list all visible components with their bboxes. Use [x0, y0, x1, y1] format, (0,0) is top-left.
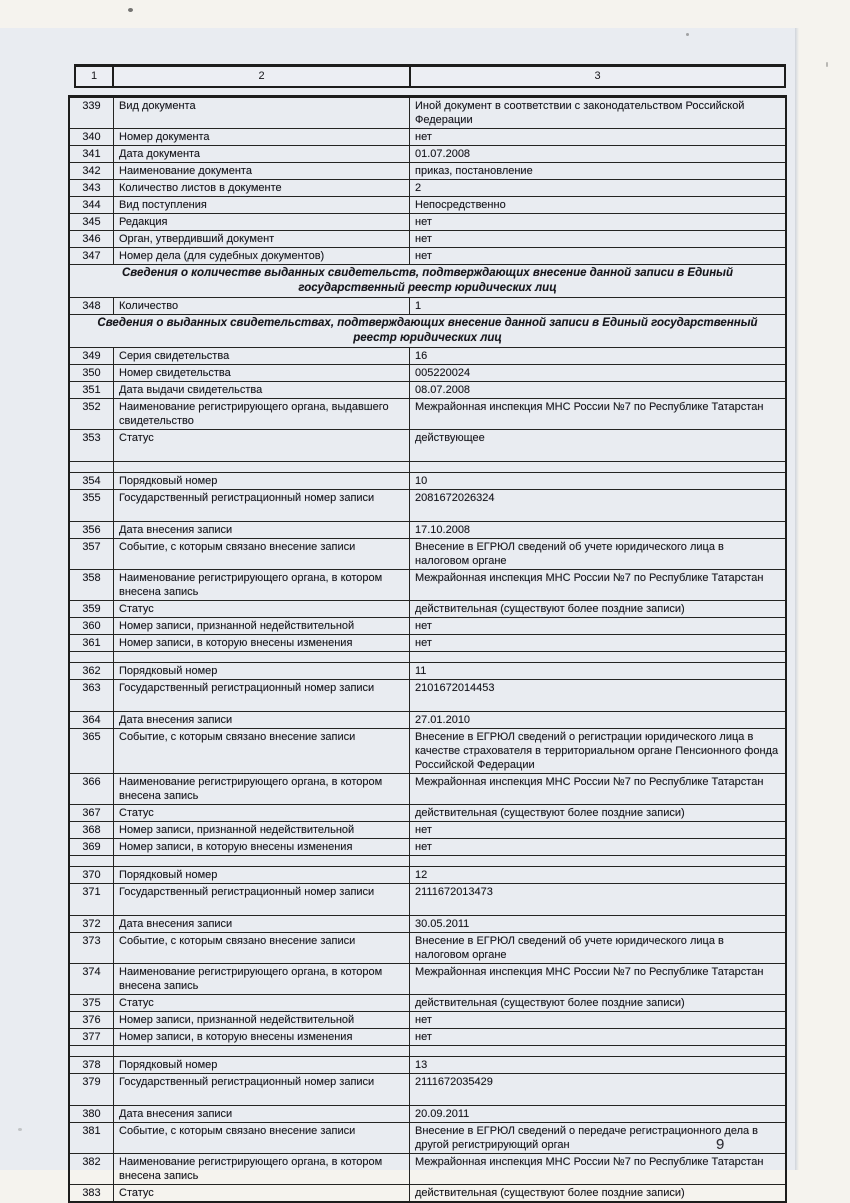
row-number-cell: 373	[70, 933, 114, 963]
field-value-cell: Внесение в ЕГРЮЛ сведений об учете юридического лица в налоговом органе	[415, 935, 724, 961]
field-value-cell	[410, 652, 785, 662]
field-value-cell: 005220024	[415, 367, 471, 379]
row-number-cell: 361	[70, 635, 114, 651]
field-value-cell: нет	[415, 637, 432, 649]
table-row	[70, 145, 785, 162]
field-value-cell: 16	[415, 350, 428, 362]
field-value-cell: 20.09.2011	[415, 1108, 470, 1120]
field-label-cell: Государственный регистрационный номер записи	[114, 1074, 410, 1105]
field-value-cell: 2111672035429	[415, 1076, 493, 1088]
field-label-cell: Дата внесения записи	[114, 1106, 410, 1122]
table-row	[70, 1153, 785, 1184]
row-number-cell: 383	[70, 1185, 114, 1201]
field-value-cell: нет	[415, 233, 432, 245]
field-label-cell: Порядковый номер	[114, 663, 410, 679]
table-row	[70, 728, 785, 773]
field-label-cell: Событие, с которым связано внесение записи	[114, 729, 410, 773]
row-number-cell: 362	[70, 663, 114, 679]
spacer-row	[70, 855, 785, 866]
field-label-cell: Наименование регистрирующего органа, в котором внесена запись	[114, 774, 410, 804]
field-label-cell: Наименование регистрирующего органа, в котором внесена запись	[114, 964, 410, 994]
field-label-cell: Редакция	[114, 214, 410, 230]
field-label-cell	[114, 1046, 410, 1056]
field-label-cell: Вид документа	[114, 98, 410, 128]
table-row	[70, 617, 785, 634]
row-number-cell: 382	[70, 1154, 114, 1184]
table-row	[70, 1184, 785, 1201]
field-value-cell: действительная (существуют более поздние записи)	[415, 1187, 685, 1199]
field-value-cell: нет	[415, 131, 432, 143]
table-row	[70, 1011, 785, 1028]
column-header-2: 2	[114, 67, 411, 86]
table-row	[70, 883, 785, 915]
row-number-cell	[70, 462, 114, 472]
row-number-cell: 379	[70, 1074, 114, 1105]
field-label-cell: Государственный регистрационный номер записи	[114, 884, 410, 915]
field-label-cell: Вид поступления	[114, 197, 410, 213]
scan-speck	[18, 1128, 22, 1131]
table-row	[70, 600, 785, 617]
table-row	[70, 679, 785, 711]
table-row	[70, 128, 785, 145]
row-number-cell: 380	[70, 1106, 114, 1122]
row-number-cell: 346	[70, 231, 114, 247]
field-value-cell: 13	[415, 1059, 428, 1071]
field-value-cell	[410, 1046, 785, 1056]
field-value-cell: действительная (существуют более поздние записи)	[415, 807, 685, 819]
row-number-cell: 352	[70, 399, 114, 429]
table-row	[70, 297, 785, 314]
table-row	[70, 247, 785, 264]
row-number-cell: 355	[70, 490, 114, 521]
row-number-cell: 342	[70, 163, 114, 179]
field-label-cell: Дата внесения записи	[114, 916, 410, 932]
field-label-cell: Номер записи, в которую внесены изменения	[114, 635, 410, 651]
table-row	[70, 932, 785, 963]
table-row	[70, 230, 785, 247]
field-value-cell: нет	[415, 824, 432, 836]
row-number-cell	[70, 856, 114, 866]
row-number-cell	[70, 1046, 114, 1056]
field-label-cell	[114, 462, 410, 472]
field-value-cell: 17.10.2008	[415, 524, 471, 536]
spacer-row	[70, 651, 785, 662]
table-row	[70, 1122, 785, 1153]
row-number-cell: 348	[70, 298, 114, 314]
field-value-cell: нет	[415, 216, 432, 228]
table-row	[70, 381, 785, 398]
table-row	[70, 489, 785, 521]
section-title: Сведения о количестве выданных свидетельств, подтверждающих внесение данной записи в Единый государственный реестр юридических лиц	[122, 267, 733, 294]
field-label-cell: Номер записи, признанной недействительной	[114, 618, 410, 634]
table-row	[70, 634, 785, 651]
field-label-cell	[114, 856, 410, 866]
field-label-cell: Номер записи, в которую внесены изменения	[114, 1029, 410, 1045]
field-value-cell: Внесение в ЕГРЮЛ сведений об учете юридического лица в налоговом органе	[415, 541, 724, 567]
field-label-cell: Серия свидетельства	[114, 348, 410, 364]
field-value-cell: нет	[415, 620, 432, 632]
field-label-cell: Количество листов в документе	[114, 180, 410, 196]
table-row	[70, 364, 785, 381]
scan-edge-shadow	[795, 28, 799, 1170]
column-header-row	[74, 64, 786, 88]
field-label-cell: Статус	[114, 430, 410, 461]
row-number-cell: 376	[70, 1012, 114, 1028]
section-title: Сведения о выданных свидетельствах, подтверждающих внесение данной записи в Единый государственный реестр юридических лиц	[97, 317, 758, 344]
field-value-cell: нет	[415, 1014, 432, 1026]
table-row	[70, 915, 785, 932]
field-value-cell	[410, 856, 785, 866]
field-label-cell: Порядковый номер	[114, 473, 410, 489]
field-label-cell: Статус	[114, 995, 410, 1011]
field-value-cell: 2	[415, 182, 422, 194]
field-label-cell: Событие, с которым связано внесение записи	[114, 1123, 410, 1153]
field-value-cell: 2111672013473	[415, 886, 493, 898]
field-label-cell: Наименование документа	[114, 163, 410, 179]
field-value-cell: действующее	[415, 432, 485, 444]
field-value-cell: 11	[415, 665, 427, 677]
field-value-cell: действительная (существуют более поздние записи)	[415, 997, 685, 1009]
table-row	[70, 162, 785, 179]
field-value-cell: 27.01.2010	[415, 714, 471, 726]
row-number-cell: 357	[70, 539, 114, 569]
row-number-cell: 378	[70, 1057, 114, 1073]
field-value-cell: Межрайонная инспекция МНС России №7 по Республике Татарстан	[415, 1156, 764, 1168]
field-label-cell: Статус	[114, 601, 410, 617]
field-label-cell: Номер документа	[114, 129, 410, 145]
row-number-cell: 347	[70, 248, 114, 264]
table-row	[70, 963, 785, 994]
section-row	[70, 314, 785, 347]
table-row	[70, 1073, 785, 1105]
table-row	[70, 213, 785, 230]
field-value-cell: действительная (существуют более поздние записи)	[415, 603, 685, 615]
row-number-cell: 364	[70, 712, 114, 728]
field-value-cell: Внесение в ЕГРЮЛ сведений о передаче регистрационного дела в другой регистрирующий орган	[415, 1125, 759, 1151]
page-number: 9	[716, 1136, 726, 1153]
table-row	[70, 196, 785, 213]
field-label-cell: Наименование регистрирующего органа, в котором внесена запись	[114, 570, 410, 600]
field-label-cell: Дата внесения записи	[114, 522, 410, 538]
field-label-cell: Номер дела (для судебных документов)	[114, 248, 410, 264]
field-label-cell: Дата выдачи свидетельства	[114, 382, 410, 398]
field-value-cell: приказ, постановление	[415, 165, 533, 177]
row-number-cell: 360	[70, 618, 114, 634]
field-label-cell: Номер записи, признанной недействительной	[114, 822, 410, 838]
field-label-cell: Орган, утвердивший документ	[114, 231, 410, 247]
row-number-cell: 359	[70, 601, 114, 617]
field-label-cell	[114, 652, 410, 662]
field-value-cell: 2081672026324	[415, 492, 495, 504]
row-number-cell: 363	[70, 680, 114, 711]
field-value-cell: 30.05.2011	[415, 918, 470, 930]
table-row	[70, 804, 785, 821]
field-label-cell: Наименование регистрирующего органа, в котором внесена запись	[114, 1154, 410, 1184]
spacer-row	[70, 461, 785, 472]
spacer-row	[70, 1045, 785, 1056]
row-number-cell: 344	[70, 197, 114, 213]
row-number-cell: 371	[70, 884, 114, 915]
table-row	[70, 429, 785, 461]
field-label-cell: Статус	[114, 1185, 410, 1201]
field-value-cell: 08.07.2008	[415, 384, 471, 396]
field-value-cell	[410, 462, 785, 472]
row-number-cell: 353	[70, 430, 114, 461]
field-value-cell: Межрайонная инспекция МНС России №7 по Республике Татарстан	[415, 966, 764, 978]
field-value-cell: Внесение в ЕГРЮЛ сведений о регистрации юридического лица в качестве страхователя в территориальном органе Пенсионного фонда Российской Федерации	[415, 731, 779, 771]
table-row	[70, 866, 785, 883]
scan-speck	[128, 8, 133, 12]
row-number-cell: 354	[70, 473, 114, 489]
field-label-cell: Порядковый номер	[114, 1057, 410, 1073]
table-row	[70, 1105, 785, 1122]
table-row	[70, 711, 785, 728]
row-number-cell: 351	[70, 382, 114, 398]
row-number-cell: 367	[70, 805, 114, 821]
field-value-cell: нет	[415, 1031, 432, 1043]
field-label-cell: Государственный регистрационный номер записи	[114, 680, 410, 711]
table-row	[70, 521, 785, 538]
row-number-cell: 340	[70, 129, 114, 145]
scan-speck	[686, 33, 689, 36]
section-row	[70, 264, 785, 297]
column-header-3: 3	[594, 70, 601, 82]
row-number-cell: 368	[70, 822, 114, 838]
field-label-cell: Номер записи, в которую внесены изменения	[114, 839, 410, 855]
field-label-cell: Государственный регистрационный номер записи	[114, 490, 410, 521]
field-value-cell: нет	[415, 841, 432, 853]
table-row	[70, 1056, 785, 1073]
field-label-cell: Статус	[114, 805, 410, 821]
table-row	[70, 569, 785, 600]
field-value-cell: нет	[415, 250, 432, 262]
row-number-cell: 374	[70, 964, 114, 994]
field-label-cell: Номер свидетельства	[114, 365, 410, 381]
table-row	[70, 538, 785, 569]
field-label-cell: Номер записи, признанной недействительной	[114, 1012, 410, 1028]
field-label-cell: Порядковый номер	[114, 867, 410, 883]
table-row	[70, 838, 785, 855]
table-row	[70, 821, 785, 838]
row-number-cell: 350	[70, 365, 114, 381]
field-value-cell: Непосредственно	[415, 199, 506, 211]
table-row	[70, 662, 785, 679]
field-value-cell: 2101672014453	[415, 682, 495, 694]
row-number-cell: 345	[70, 214, 114, 230]
table-row	[70, 994, 785, 1011]
table-row	[70, 773, 785, 804]
table-row	[70, 1028, 785, 1045]
row-number-cell: 343	[70, 180, 114, 196]
field-label-cell: Количество	[114, 298, 410, 314]
field-value-cell: Межрайонная инспекция МНС России №7 по Республике Татарстан	[415, 401, 764, 413]
table-row	[70, 398, 785, 429]
field-value-cell: Межрайонная инспекция МНС России №7 по Республике Татарстан	[415, 572, 764, 584]
scan-speck	[826, 62, 828, 67]
row-number-cell: 356	[70, 522, 114, 538]
row-number-cell: 349	[70, 348, 114, 364]
row-number-cell: 381	[70, 1123, 114, 1153]
main-table	[68, 95, 787, 1203]
field-value-cell: Межрайонная инспекция МНС России №7 по Республике Татарстан	[415, 776, 764, 788]
row-number-cell: 372	[70, 916, 114, 932]
field-value-cell: 10	[415, 475, 428, 487]
field-label-cell: Событие, с которым связано внесение записи	[114, 933, 410, 963]
row-number-cell: 375	[70, 995, 114, 1011]
table-row	[70, 179, 785, 196]
row-number-cell	[70, 652, 114, 662]
row-number-cell: 366	[70, 774, 114, 804]
table-row	[70, 98, 785, 128]
field-label-cell: Событие, с которым связано внесение записи	[114, 539, 410, 569]
field-value-cell: 1	[415, 300, 422, 312]
table-row	[70, 472, 785, 489]
row-number-cell: 377	[70, 1029, 114, 1045]
row-number-cell: 341	[70, 146, 114, 162]
row-number-cell: 339	[70, 98, 114, 128]
field-label-cell: Дата документа	[114, 146, 410, 162]
row-number-cell: 365	[70, 729, 114, 773]
field-value-cell: 01.07.2008	[415, 148, 471, 160]
column-header-1: 1	[76, 67, 114, 86]
table-row	[70, 347, 785, 364]
field-label-cell: Дата внесения записи	[114, 712, 410, 728]
field-label-cell: Наименование регистрирующего органа, выдавшего свидетельство	[114, 399, 410, 429]
row-number-cell: 370	[70, 867, 114, 883]
field-value-cell: 12	[415, 869, 428, 881]
row-number-cell: 369	[70, 839, 114, 855]
field-value-cell: Иной документ в соответствии с законодательством Российской Федерации	[415, 100, 745, 126]
row-number-cell: 358	[70, 570, 114, 600]
